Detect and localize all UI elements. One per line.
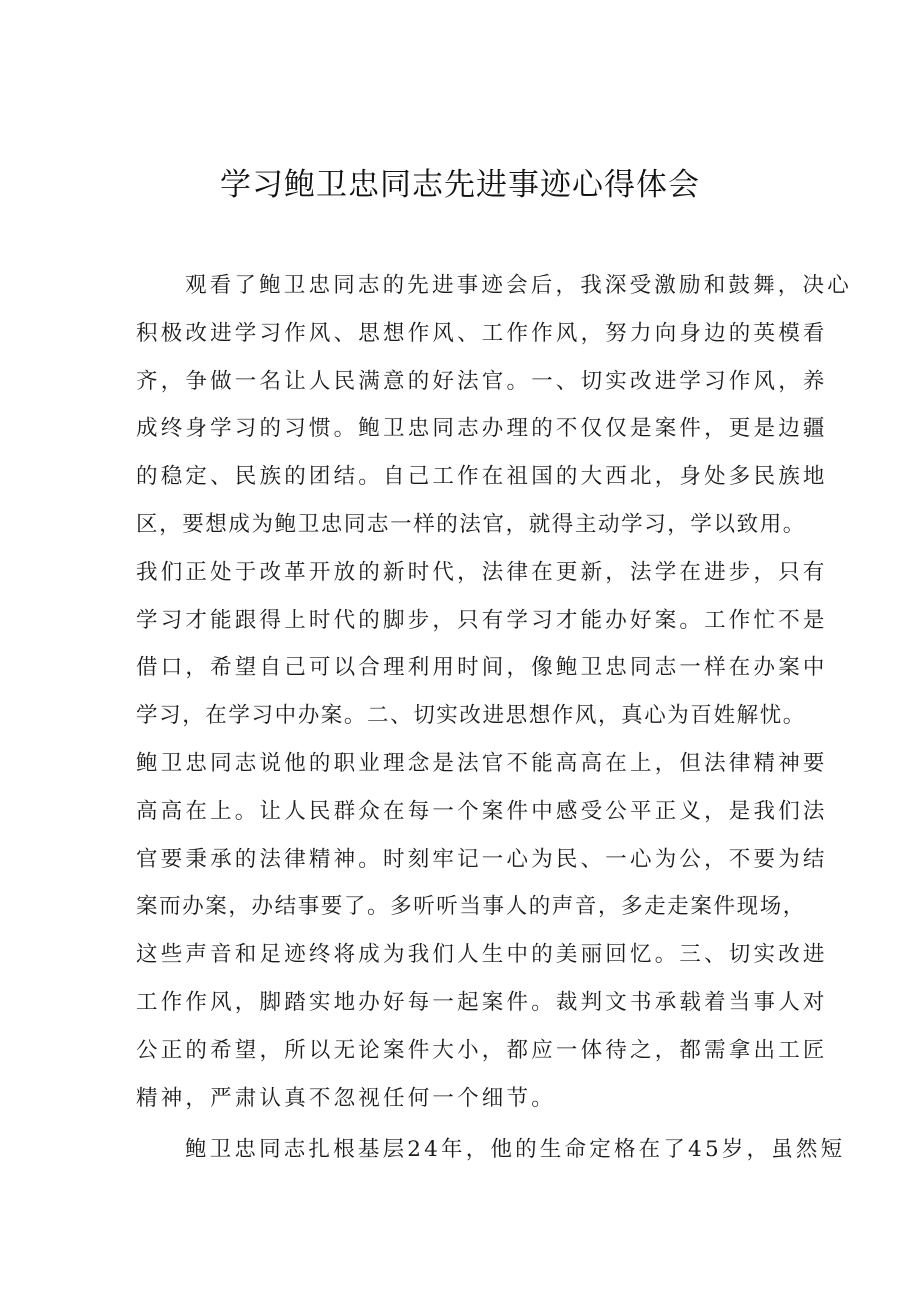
text-line: 学习，在学习中办案。二、切实改进思想作风，真心为百姓解忧。 [136,703,806,729]
text-line: 齐，争做一名让人民满意的好法官。一、切实改进学习作风，养 [136,368,828,394]
text-line: 学习才能跟得上时代的脚步，只有学习才能办好案。工作忙不是 [136,607,828,633]
text-line: 借口，希望自己可以合理利用时间，像鲍卫忠同志一样在办案中 [136,655,828,681]
text-line: 成终身学习的习惯。鲍卫忠同志办理的不仅仅是案件，更是边疆 [136,416,828,442]
document-title: 学习鲍卫忠同志先进事迹心得体会 [220,167,700,203]
text-line: 高高在上。让人民群众在每一个案件中感受公平正义，是我们法 [136,798,828,824]
text-line: 的稳定、民族的团结。自己工作在祖国的大西北，身处多民族地 [136,464,828,490]
text-line: 我们正处于改革开放的新时代，法律在更新，法学在进步，只有 [136,559,828,585]
text-line: 公正的希望，所以无论案件大小，都应一体待之，都需拿出工匠 [136,1037,828,1063]
text-line: 工作作风，脚踏实地办好每一起案件。裁判文书承载着当事人对 [136,989,828,1015]
paragraph-1 [136,262,852,1122]
text-line: 这些声音和足迹终将成为我们人生中的美丽回忆。三、切实改进 [136,942,828,968]
text-line: 观看了鲍卫忠同志的先进事迹会后，我深受激励和鼓舞，决心 [185,273,852,298]
text-line: 精神，严肃认真不忽视任何一个细节。 [136,1085,556,1111]
text-line: 区，要想成为鲍卫忠同志一样的法官，就得主动学习，学以致用。 [136,511,806,537]
text-line: 鲍卫忠同志说他的职业理念是法官不能高高在上，但法律精神要 [136,750,828,776]
text-line: 案而办案，办结事要了。多听听当事人的声音，多走走案件现场， [136,894,806,920]
text-line: 鲍卫忠同志扎根基层24年，他的生命定格在了45岁，虽然短 [185,1137,846,1163]
text-line: 官要秉承的法律精神。时刻牢记一心为民、一心为公，不要为结 [136,846,828,872]
paragraph-2 [136,1126,846,1174]
document-body [136,262,852,1174]
text-line: 积极改进学习作风、思想作风、工作作风，努力向身边的英模看 [136,320,828,346]
